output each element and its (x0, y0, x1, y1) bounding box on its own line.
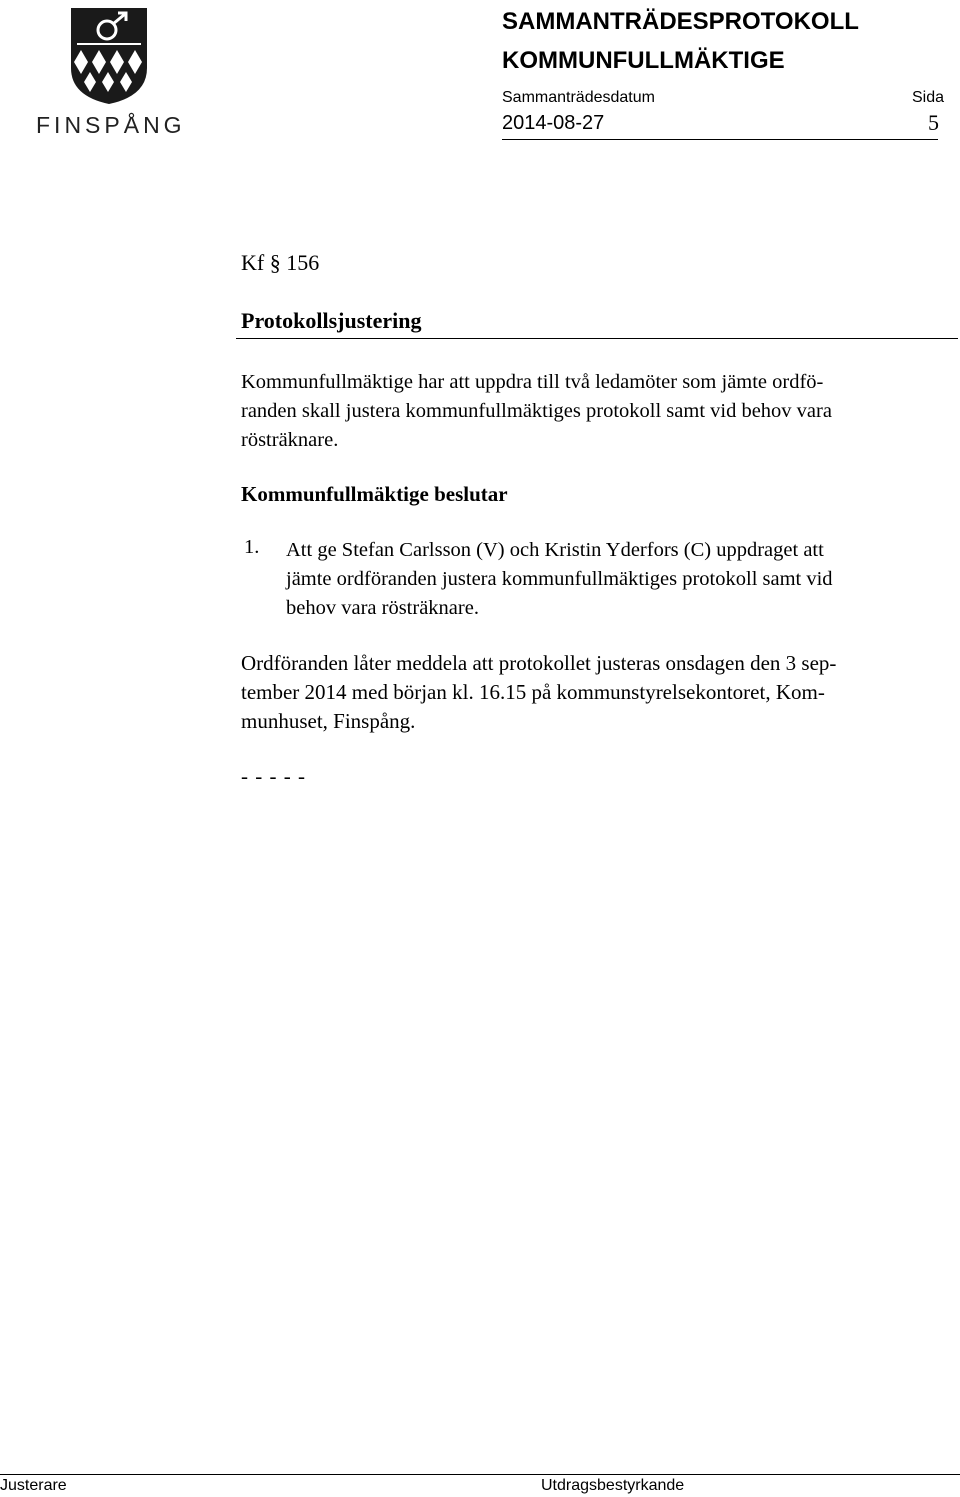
intro-line: Kommunfullmäktige har att uppdra till två ledamöter som jämte ordfö- (241, 371, 824, 393)
closing-line: tember 2014 med början kl. 16.15 på kommunstyrelsekontoret, Kom- (241, 680, 825, 704)
intro-paragraph (241, 368, 953, 455)
closing-line: munhuset, Finspång. (241, 709, 416, 733)
decision-item-line: behov vara rösträknare. (286, 597, 479, 619)
intro-line: rösträknare. (241, 429, 339, 451)
footer-divider (0, 1474, 960, 1475)
page-label: Sida (912, 89, 945, 106)
finspang-logo (36, 6, 186, 138)
decision-item-line: jämte ordföranden justera kommunfullmäktiges protokoll samt vid (286, 568, 833, 590)
decision-item-number: 1. (244, 536, 260, 558)
section-end-mark: - - - - - (241, 764, 306, 788)
decision-item-line: Att ge Stefan Carlsson (V) och Kristin Yderfors (C) uppdraget att (286, 539, 824, 561)
closing-line: Ordföranden låter meddela att protokollet justeras onsdagen den 3 sep- (241, 651, 837, 675)
section-heading: Protokollsjustering (241, 308, 422, 333)
footer-justerare-label: Justerare (0, 1477, 67, 1494)
decision-heading: Kommunfullmäktige beslutar (241, 482, 508, 506)
heading-divider (236, 338, 958, 339)
decision-item-text (286, 536, 956, 623)
closing-paragraph (241, 649, 953, 736)
intro-line: randen skall justera kommunfullmäktiges protokoll samt vid behov vara (241, 400, 832, 422)
logo-wordmark: FINSPÅNG (36, 112, 186, 138)
footer-utdragsbestyrkande-label: Utdragsbestyrkande (541, 1477, 685, 1494)
section-number: Kf § 156 (241, 250, 320, 275)
document-title: SAMMANTRÄDESPROTOKOLL (502, 8, 859, 35)
document-subtitle: KOMMUNFULLMÄKTIGE (502, 47, 785, 74)
coat-of-arms-icon (69, 6, 149, 106)
date-value: 2014-08-27 (502, 112, 605, 134)
date-label: Sammanträdesdatum (502, 89, 655, 106)
header-divider (502, 139, 938, 140)
page-number: 5 (928, 110, 939, 135)
